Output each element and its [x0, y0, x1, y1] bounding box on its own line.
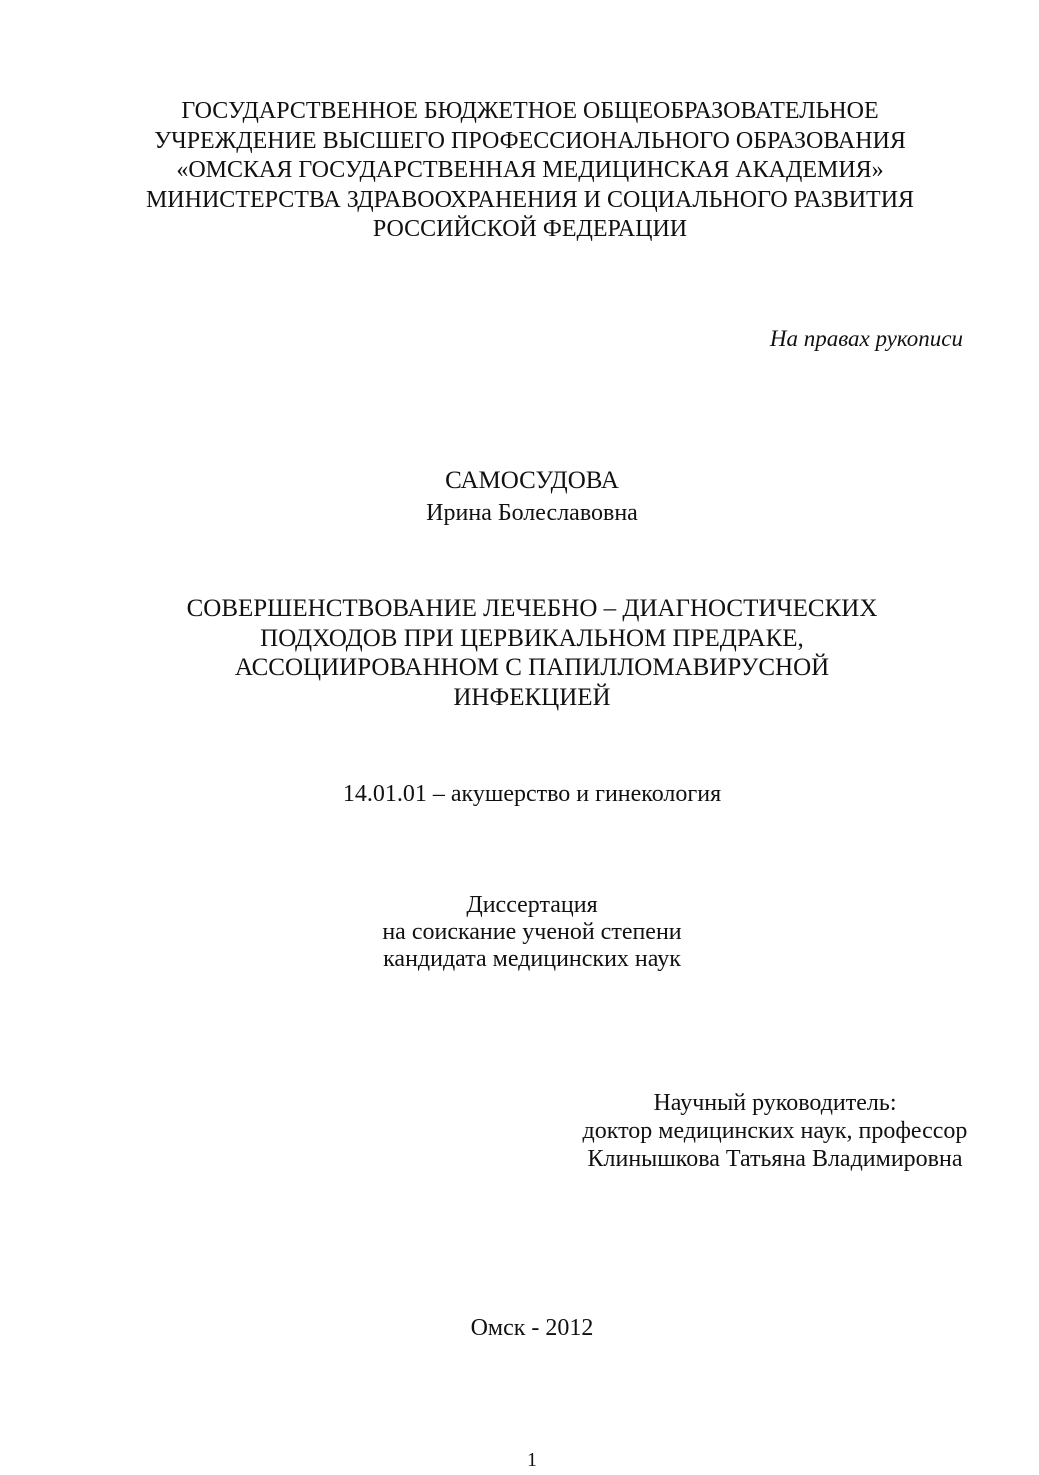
- title-line: СОВЕРШЕНСТВОВАНИЕ ЛЕЧЕБНО – ДИАГНОСТИЧЕСКИХ: [186, 595, 878, 622]
- author-block: [32, 465, 1032, 529]
- title-line: АССОЦИИРОВАННОМ С ПАПИЛЛОМАВИРУСНОЙ: [234, 654, 830, 681]
- degree-line: на соискание ученой степени: [382, 919, 682, 945]
- dissertation-title: [32, 594, 1032, 712]
- page-number-text: 1: [527, 1449, 537, 1471]
- supervisor-line: доктор медицинских наук, профессор: [582, 1118, 968, 1144]
- author-given-names: Ирина Болеславовна: [426, 500, 638, 526]
- author-surname: САМОСУДОВА: [445, 467, 619, 494]
- supervisor-line: Клинышкова Татьяна Владимировна: [587, 1146, 963, 1172]
- city-year-text: Омск - 2012: [470, 1315, 594, 1341]
- rights-note: На правах рукописи: [769, 326, 963, 351]
- specialty-code: [32, 779, 1032, 809]
- title-line: ПОДХОДОВ ПРИ ЦЕРВИКАЛЬНОМ ПРЕДРАКЕ,: [260, 624, 804, 652]
- supervisor-block: [540, 1089, 1010, 1173]
- supervisor-line: Научный руководитель:: [653, 1090, 897, 1116]
- title-line: ИНФЕКЦИЕЙ: [453, 683, 611, 711]
- institution-line: «ОМСКАЯ ГОСУДАРСТВЕННАЯ МЕДИЦИНСКАЯ АКАДЕМИЯ»: [176, 157, 884, 183]
- institution-header: [30, 97, 1030, 245]
- degree-line: кандидата медицинских наук: [383, 946, 681, 972]
- degree-block: [32, 892, 1032, 973]
- institution-line: МИНИСТЕРСТВА ЗДРАВООХРАНЕНИЯ И СОЦИАЛЬНОГО РАЗВИТИЯ: [145, 186, 915, 213]
- city-year: [32, 1313, 1032, 1343]
- degree-line: Диссертация: [466, 892, 598, 918]
- institution-line: РОССИЙСКОЙ ФЕДЕРАЦИИ: [372, 216, 688, 242]
- specialty-text: 14.01.01 – акушерство и гинекология: [342, 781, 722, 807]
- institution-line: ГОСУДАРСТВЕННОЕ БЮДЖЕТНОЕ ОБЩЕОБРАЗОВАТЕЛЬНОЕ: [181, 98, 879, 124]
- institution-line: УЧРЕЖДЕНИЕ ВЫСШЕГО ПРОФЕССИОНАЛЬНОГО ОБРАЗОВАНИЯ: [154, 127, 906, 154]
